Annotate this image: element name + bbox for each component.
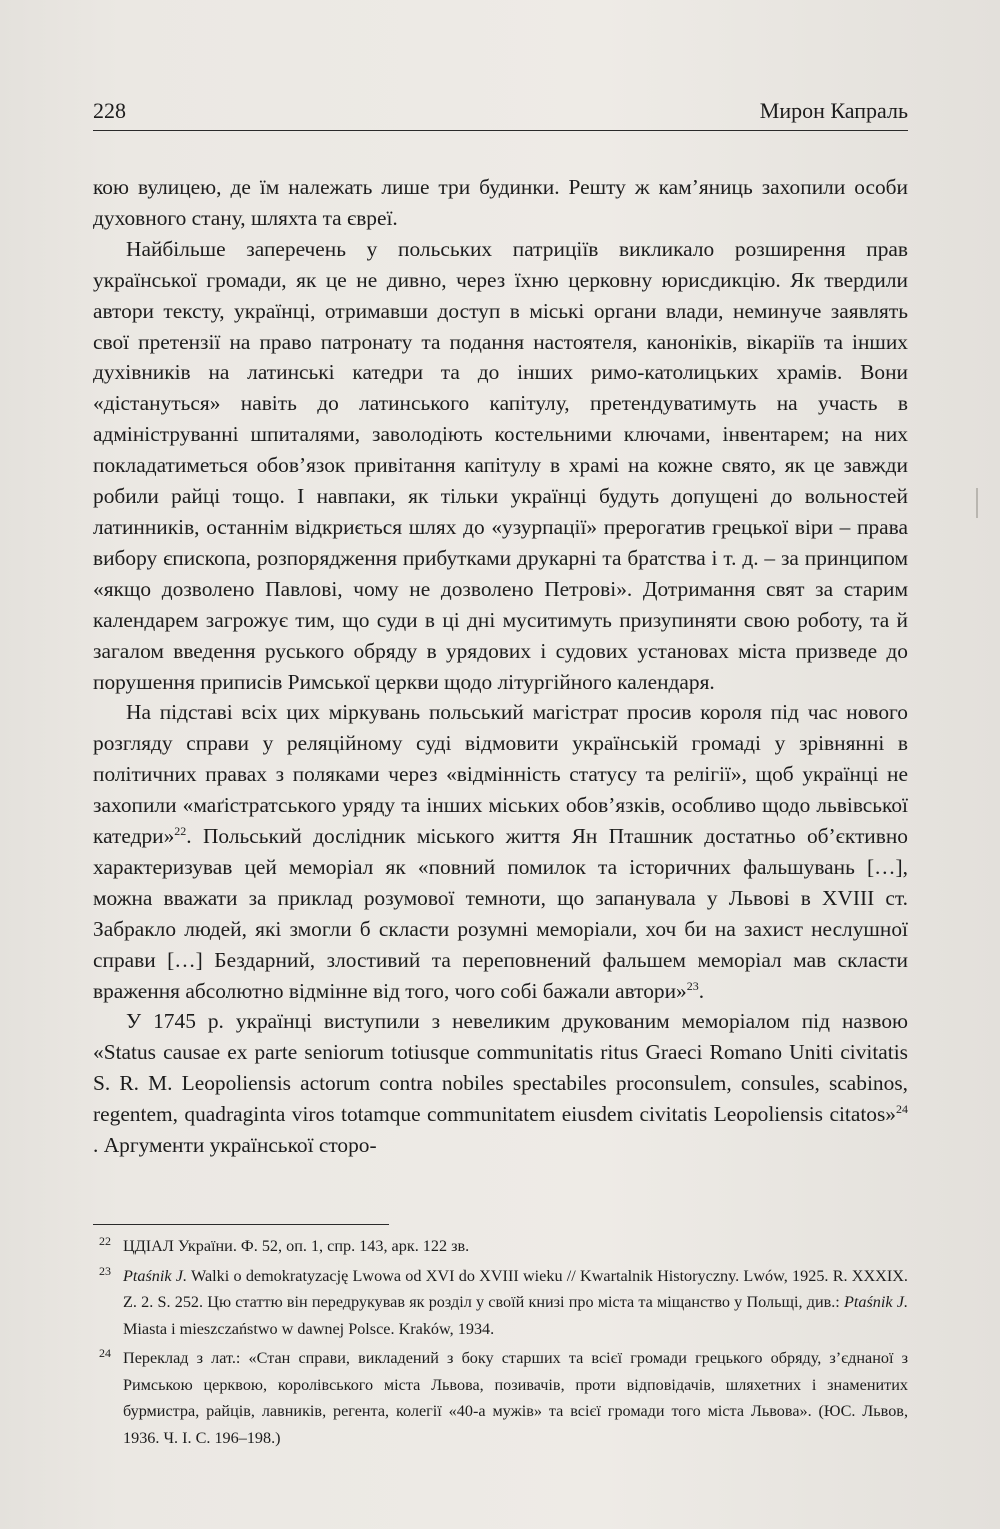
- footnotes: [93, 1233, 908, 1454]
- paragraph-3-text-c: .: [698, 978, 705, 1003]
- footnote-ref-24: 24: [896, 1102, 908, 1117]
- footnote-22: [93, 1233, 908, 1260]
- footnote-24: [93, 1345, 908, 1451]
- footnote-text: Переклад з лат.: «Стан справи, викладений з боку старших та всієї громади грецького обряду, з’єднаної з Римською церквою, королівського міста Львова, позивачів, проти відповідачів, шляхетних і знаменитих бурмистра, райців, лавників, регента, колегії «40-а мужів» та всієї громади того міста Львова». (ЮС. Львов, 1936. Ч. І. С. 196–198.): [123, 1349, 908, 1447]
- paragraph-2-text: Найбільше заперечень у польських патриціїв викликало розширення прав української громади, як це не дивно, через їхню церковну юрисдикцію. Як твердили автори тексту, українці, отримавши доступ в міські органи влади, неминуче заявлять свої претензії на право патронату та подання настоятеля, каноніків, вікаріїв та інших духівників на латинські катедри та до інших римо-католицьких храмів. Вони «дістануться» навіть до латинського капітулу, претендуватимуть на участь в адмініструванні шпиталями, заволодіють костельними ключами, інвентарем; на них покладатиметься обов’язок привітання капітулу в храмі на кожне свято, як це завжди робили райці тощо. І навпаки, як тільки українці будуть допущені до вольностей латинників, останнім відкриється шлях до «узурпації» прерогатив грецької віри – права вибору єпископа, розпорядження прибутками друкарні та братства і т. д. – за принципом «якщо дозволено Павлові, чому не дозволено Петрові». Дотримання свят за старим календарем загрожує тим, що суди в ці дні муситимуть призупиняти свою роботу, та й загалом введення руського обряду в урядових і судових установах міста призведе до порушення приписів Римської церкви щодо літургійного календаря.: [93, 236, 908, 694]
- footnote-author: Ptaśnik J.: [123, 1266, 188, 1285]
- footnote-number: 24: [99, 1346, 111, 1360]
- paragraph-3-text-a: На підставі всіх цих міркувань польський магістрат просив короля під час нового розгляду справи у реляційному суді відмовити українській громаді у зрівнянні в політичних правах з поляками через «відмінність статусу та релігії», щоб українці не захопили «маґістратського уряду та інших міських обов’язків, особливо щодо львівської катедри»: [93, 700, 908, 849]
- paragraph-1: [93, 172, 908, 234]
- footnote-ref-23: 23: [686, 978, 699, 993]
- footnote-ref-22: 22: [174, 824, 187, 839]
- paragraph-3-text-b: . Польський дослідник міського життя Ян Пташник достатньо об’єктивно характеризував цей меморіал як «повний помилок та історичних фальшувань […], можна вважати за приклад розумової темноти, що запанувала у Львові в XVIII ст. Забракло людей, які змогли б скласти розумні меморіали, хоч би на захист неслушної справи […] Бездарний, злостивий та переповнений фальшем меморіал мав скласти враження абсолютно відмінне від того, чого собі бажали автори»: [93, 824, 908, 1003]
- paragraph-4-text-b: . Аргументи української сторо-: [93, 1133, 377, 1158]
- margin-mark: [976, 488, 978, 518]
- main-text: [93, 172, 908, 1161]
- footnote-23: [93, 1263, 908, 1343]
- footnote-number: 23: [99, 1263, 111, 1278]
- page-number: 228: [93, 98, 126, 123]
- paragraph-3: [93, 697, 908, 1006]
- paragraph-4-text-a: У 1745 р. українці виступили з невеликим друкованим меморіалом під назвою «Status causae ex parte seniorum totiusque communitatis ritus Graeci Romano Uniti civitatis S. R. M. Leopoliensis actorum contra nobiles spectabiles proconsulem, consules, scabinos, regentem, quadraginta viros totamque communitatem eiusdem civitatis Leopoliensis citatos»: [93, 1009, 908, 1127]
- paragraph-4: [93, 1006, 908, 1161]
- paragraph-2: [93, 234, 908, 698]
- footnote-text: Walki o demokratyzację Lwowa od XVI do XVIII wieku // Kwartalnik Historyczny. Lwów, 1925. R. XXXIX. Z. 2. S. 252. Цю статтю він передрукував як розділ у своїй книзі про міста та міщанство у Польщі, див.:: [123, 1266, 908, 1311]
- footnote-text: ЦДІАЛ України. Ф. 52, оп. 1, спр. 143, арк. 122 зв.: [123, 1237, 470, 1255]
- footnote-text: Miasta i mieszczaństwo w dawnej Polsce. Kraków, 1934.: [123, 1319, 495, 1338]
- running-head-author: Мирон Капраль: [759, 98, 908, 123]
- footnote-author: Ptaśnik J.: [844, 1293, 908, 1311]
- page-header: [93, 96, 908, 131]
- footnote-separator: [93, 1224, 389, 1225]
- paragraph-1-text: кою вулицею, де їм належать лише три будинки. Решту ж кам’яниць захопили особи духовного стану, шляхта та євреї.: [93, 175, 908, 230]
- footnote-number: 22: [99, 1234, 111, 1248]
